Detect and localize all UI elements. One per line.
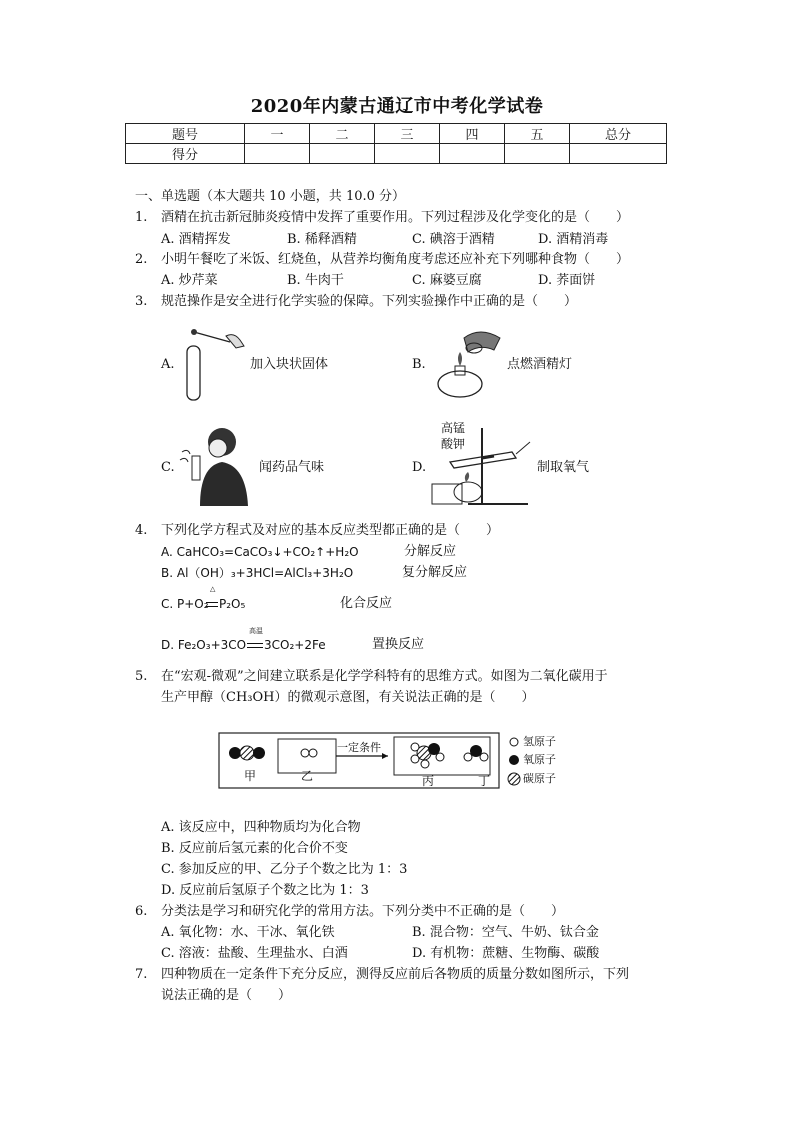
score-cell — [375, 144, 440, 164]
option-c: C. 碘溶于酒精 — [412, 232, 495, 247]
option-a: A. 该反应中，四种物质均为化合物 — [161, 820, 361, 835]
question-stem: 分类法是学习和研究化学的常用方法。下列分类中不正确的是（ ） — [161, 904, 565, 919]
option-c-type: 化合反应 — [340, 596, 393, 611]
question-stem-line2: 说法正确的是（ ） — [161, 988, 292, 1003]
score-header-cell: 总分 — [570, 124, 667, 144]
question-stem: 规范操作是安全进行化学实验的保障。下列实验操作中正确的是（ ） — [161, 294, 578, 309]
option-b-caption: 点燃酒精灯 — [507, 357, 573, 372]
score-cell — [440, 144, 505, 164]
test-tube-solid-illustration — [178, 322, 248, 404]
option-d-eq-rhs: 3CO₂+2Fe — [264, 638, 326, 652]
question-number: 7. — [135, 967, 148, 982]
option-a-equation: A. CaHCO₃=CaCO₃↓+CO₂↑+H₂O — [161, 545, 359, 559]
score-header-cell: 二 — [310, 124, 375, 144]
label-ding: 丁 — [478, 774, 491, 788]
question-stem-line1: 四种物质在一定条件下充分反应，测得反应前后各物质的质量分数如图所示，下列 — [161, 967, 630, 982]
question-number: 2. — [135, 252, 148, 267]
score-cell — [570, 144, 667, 164]
option-d: D. 有机物：蔗糖、生物酶、碳酸 — [412, 946, 600, 961]
option-c: C. 麻婆豆腐 — [412, 273, 482, 288]
question-number: 3. — [135, 294, 148, 309]
score-table — [125, 123, 667, 164]
option-d: D. 荞面饼 — [538, 273, 596, 288]
score-cell — [505, 144, 570, 164]
question-number: 1. — [135, 210, 148, 225]
question-number: 4. — [135, 523, 148, 538]
score-header-cell: 五 — [505, 124, 570, 144]
option-b: B. 反应前后氢元素的化合价不变 — [161, 841, 348, 856]
option-d-equals-sign — [247, 643, 263, 648]
molecule-yi — [301, 749, 317, 757]
question-number: 5. — [135, 669, 148, 684]
score-table-header-row — [126, 124, 667, 144]
option-b: B. 牛肉干 — [287, 273, 344, 288]
option-d-type: 置换反应 — [372, 637, 425, 652]
page-title: 2020年内蒙古通辽市中考化学试卷 — [250, 96, 544, 117]
option-b-letter: B. — [412, 357, 426, 372]
option-c: C. 参加反应的甲、乙分子个数之比为 1：3 — [161, 862, 408, 877]
option-b: B. 稀释酒精 — [287, 232, 357, 247]
question-number: 6. — [135, 904, 148, 919]
score-cell — [310, 144, 375, 164]
score-header-cell: 题号 — [126, 124, 245, 144]
molecule-bing — [411, 743, 444, 768]
legend-carbon-label: 碳原子 — [523, 772, 556, 785]
option-c-letter: C. — [161, 460, 175, 475]
option-d: D. 反应前后氢原子个数之比为 1：3 — [161, 883, 369, 898]
arrow-condition-label: 一定条件 — [337, 741, 381, 754]
legend-hydrogen-marker — [510, 738, 518, 746]
option-c-eq-rhs: P₂O₅ — [219, 597, 246, 611]
score-header-cell: 三 — [375, 124, 440, 144]
question-stem: 下列化学方程式及对应的基本反应类型都正确的是（ ） — [161, 523, 500, 538]
question-stem-line1: 在“宏观-微观”之间建立联系是化学学科特有的思维方式。如图为二氧化碳用于 — [161, 669, 608, 684]
reagent-label-bottom: 酸钾 — [441, 437, 466, 451]
score-cell — [245, 144, 310, 164]
option-d-condition: 高温 — [249, 627, 263, 635]
legend-hydrogen-label: 氢原子 — [523, 735, 556, 748]
question-stem: 小明午餐吃了米饭、红烧鱼，从营养均衡角度考虑还应补充下列哪种食物（ ） — [161, 252, 630, 267]
score-header-cell: 四 — [440, 124, 505, 144]
molecule-jia — [229, 746, 265, 760]
question-stem: 酒精在抗击新冠肺炎疫情中发挥了重要作用。下列过程涉及化学变化的是（ ） — [161, 210, 630, 225]
option-d-letter: D. — [412, 460, 427, 475]
question-stem-line2: 生产甲醇（CH₃OH）的微观示意图，有关说法正确的是（ ） — [161, 690, 535, 705]
option-c: C. 溶液：盐酸、生理盐水、白酒 — [161, 946, 348, 961]
option-c-condition: △ — [210, 585, 216, 593]
smelling-gas-illustration — [178, 422, 254, 506]
option-c-eq-lhs: C. P+O₂ — [161, 597, 209, 611]
label-yi: 乙 — [301, 769, 314, 783]
score-table-score-row — [126, 144, 667, 164]
option-a-type: 分解反应 — [404, 544, 457, 559]
reagent-label-top: 高锰 — [441, 421, 466, 435]
alcohol-lamp-illustration — [430, 326, 508, 402]
score-header-cell: 一 — [245, 124, 310, 144]
label-bing: 丙 — [422, 774, 435, 788]
option-b: B. 混合物：空气、牛奶、钛合金 — [412, 925, 599, 940]
option-c-caption: 闻药品气味 — [259, 460, 325, 475]
legend-oxygen-label: 氧原子 — [523, 753, 556, 766]
option-d: D. 酒精消毒 — [538, 232, 609, 247]
section-heading: 一、单选题（本大题共 10 小题，共 10.0 分） — [135, 189, 406, 204]
option-c-equals-sign — [206, 602, 218, 607]
option-b-type: 复分解反应 — [402, 565, 468, 580]
option-d-caption: 制取氧气 — [537, 460, 590, 475]
option-a: A. 酒精挥发 — [161, 232, 231, 247]
option-b-equation: B. Al（OH）₃+3HCl=AlCl₃+3H₂O — [161, 566, 354, 580]
option-a-letter: A. — [161, 357, 175, 372]
option-d-eq-lhs: D. Fe₂O₃+3CO — [161, 638, 247, 652]
legend-oxygen-marker — [509, 755, 519, 765]
option-a-caption: 加入块状固体 — [250, 357, 329, 372]
molecule-ding — [464, 745, 488, 761]
oxygen-apparatus-illustration — [428, 422, 532, 508]
option-a: A. 氧化物：水、干冰、氧化铁 — [161, 925, 335, 940]
score-row-label: 得分 — [126, 144, 245, 164]
option-a: A. 炒芹菜 — [161, 273, 218, 288]
legend-carbon-marker — [508, 773, 520, 785]
label-jia: 甲 — [244, 769, 257, 783]
